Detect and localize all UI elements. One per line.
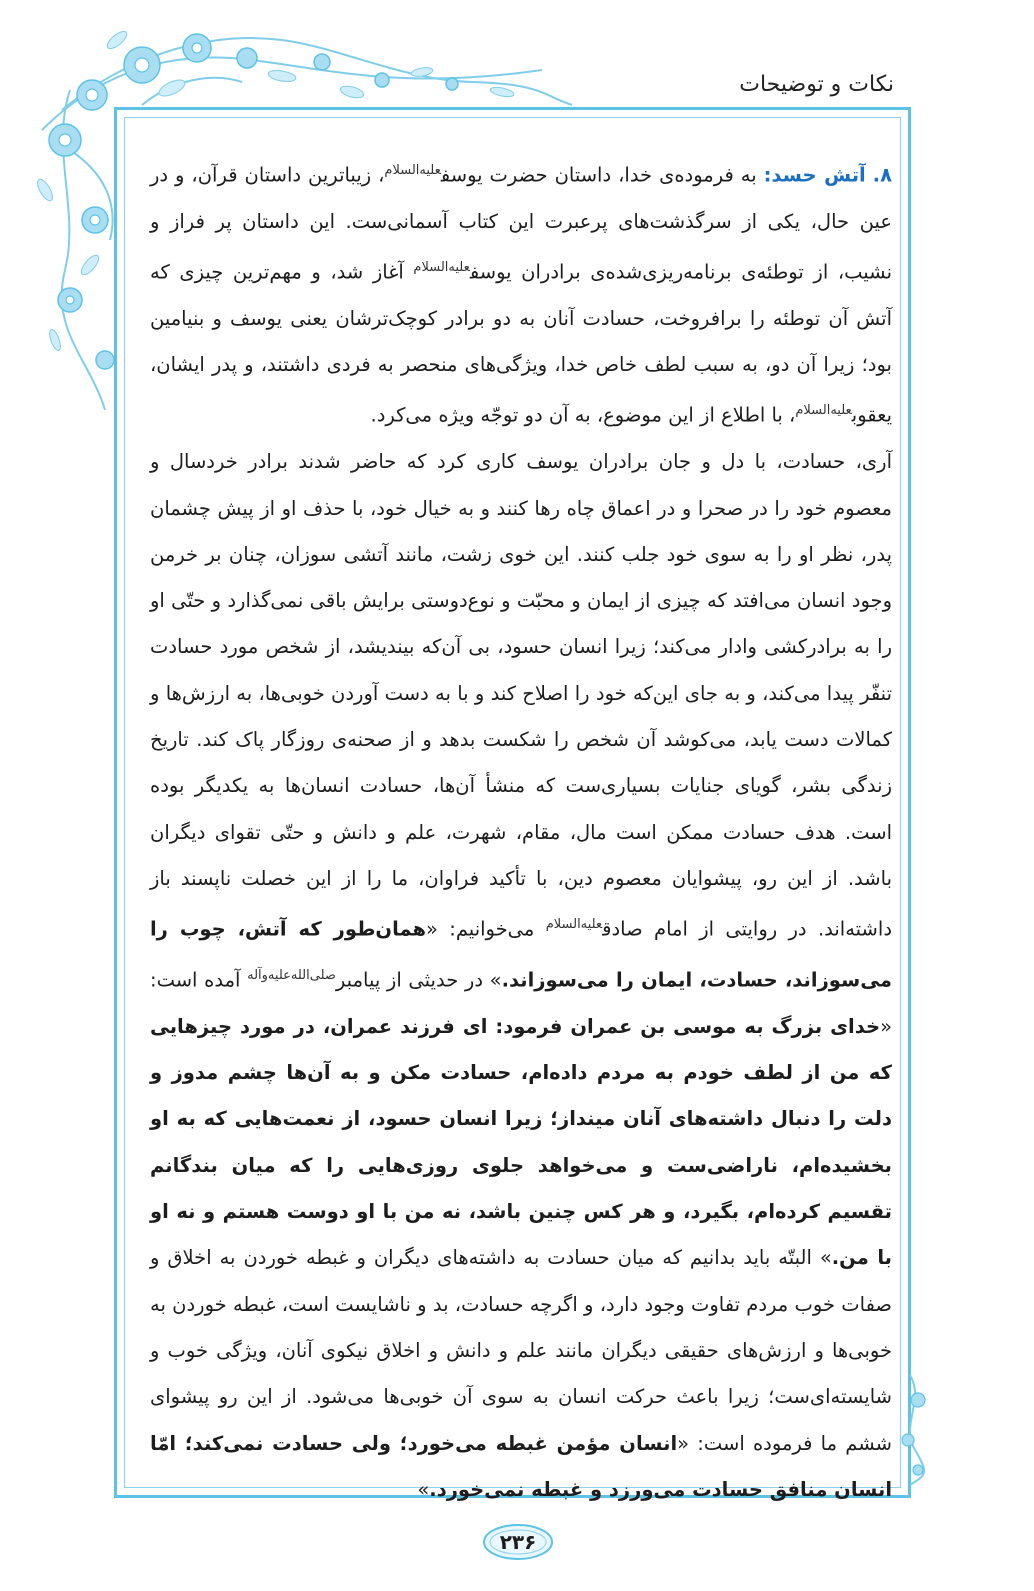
paragraph-text: آمده است: « xyxy=(150,968,892,1038)
honorific-symbol: صلی‌الله‌علیه‌وآله xyxy=(247,968,336,984)
paragraph-text: » در حدیثی از پیامبر xyxy=(335,968,502,992)
hadith-quote: همان‌طور که آتش، چوب را می‌سوزاند، حسادت، ایمان را می‌سوزاند. xyxy=(150,917,892,992)
honorific-symbol: علیه‌السلام xyxy=(795,403,852,419)
paragraph-text: آری، حسادت، با دل و جان برادران یوسف کاری کرد که حاضر شدند برادر خردسال و معصوم خود را در صحرا و در اعماق چاه رها کنند و به خیال خود، با حذف او از پیش چشمان پدر، نظر او را به سوی خود جلب کنند. این خوی زشت، مانند آتشی سوزان، چنان بر خرمن وجود انسان می‌افتد که چیزی از ایمان و محبّت و نوع‌دوستی برایش باقی نمی‌گذارد و حتّی او را به برادرکشی وادار می‌کند؛ زیرا انسان حسود، بی آن‌که بیندیشد، از شخص مورد حسادت تنفّر پیدا می‌کند، و به جای این‌که خود را اصلاح کند و با به دست آوردن خوبی‌ها، به ارزش‌ها و کمالات دست یابد، می‌کوشد آن شخص را شکست بدهد و از صحنه‌ی روزگار پاک کند. تاریخ زندگی بشر، گویای جنایات بسیاری‌ست که منشأ آن‌ها، حسادت انسان‌ها به یکدیگر بوده است. هدف حسادت ممکن است مال، مقام، شهرت، علم و دانش و حتّی تقوای دیگران باشد. از این رو، پیشوایان معصوم دین، با تأکید فراوان، ما را از این خصلت ناپسند باز داشته‌اند. در روایتی از امام صادق xyxy=(150,450,892,941)
honorific-symbol: علیه‌السلام xyxy=(545,917,603,933)
page-number-badge xyxy=(478,1520,558,1564)
paragraph-text: » البتّه باید بدانیم که میان حسادت به داشته‌های دیگران و غبطه خوردن به اخلاق و صفات خوب مردم تفاوت وجود دارد، و اگرچه حسادت، بد و ناشایست است، غبطه خوردن به خوبی‌ها و ارزش‌های حقیقی دیگران مانند علم و دانش و اخلاق نیکوی آنان، ویژگی خوب و شایسته‌ای‌ست؛ زیرا باعث حرکت انسان به سوی آن خوبی‌ها می‌شود. از این رو پیشوای ششم ما فرموده است: « xyxy=(150,1246,892,1455)
paragraph-text: آغاز شد، و مهم‌ترین چیزی که آتش آن توطئه را برافروخت، حسادت آنان به دو برادر کوچک‌ترشان یعنی یوسف و بنیامین بود؛ زیرا آن دو، به سبب لطف خاص خدا، ویژگی‌های منحصر به فردی داشتند، و پدر ایشان، یعقوب xyxy=(150,260,892,427)
paragraph-text: به فرموده‌ی خدا، داستان حضرت یوسف xyxy=(440,163,764,187)
section-number: ۸. xyxy=(872,163,892,187)
main-text xyxy=(150,148,892,1513)
paragraph-text: ، با اطلاع از این موضوع، به آن دو توجّه ویژه می‌کرد. xyxy=(370,403,796,427)
paragraph-text: » xyxy=(417,1477,430,1501)
honorific-symbol: علیه‌السلام xyxy=(384,163,441,178)
hadith-quote: انسان مؤمن غبطه می‌خورد؛ ولی حسادت نمی‌کند؛ امّا انسان منافق حسادت می‌ورزد و غبطه نمی‌خورد. xyxy=(150,1431,892,1501)
page-header-title: نکات و توضیحات xyxy=(739,72,894,97)
floral-ornament-side xyxy=(10,90,150,420)
section-title: آتش حسد: xyxy=(763,163,866,187)
honorific-symbol: علیه‌السلام xyxy=(413,260,470,276)
floral-ornament-bottom-right xyxy=(890,1370,940,1490)
paragraph-1 xyxy=(150,148,892,439)
paragraph-2 xyxy=(150,439,892,1513)
paragraph-text: ، زیباترین داستان قرآن، و در عین حال، یکی از سرگذشت‌های پرعبرت این کتاب آسمانی‌ست. این داستان پر فراز و نشیب، از توطئه‌ی برنامه‌ریزی‌شده‌ی برادران یوسف xyxy=(150,163,892,284)
page-number: ۲۳۶ xyxy=(499,1530,537,1554)
hadith-quote: خدای بزرگ به موسی بن عمران فرمود: ای فرزند عمران، در مورد چیزهایی که من از لطف خودم به مردم داده‌ام، حسادت مکن و به آن‌ها چشم مدوز و دلت را دنبال داشته‌های آنان مینداز؛ زیرا انسان حسود، از نعمت‌هایی که به او بخشیده‌ام، ناراضی‌ست و می‌خواهد جلوی روزی‌هایی را که میان بندگانم تقسیم کرده‌ام، بگیرد، و هر کس چنین باشد، نه من با او دوست هستم و نه او با من. xyxy=(150,1014,892,1270)
paragraph-text: می‌خوانیم: « xyxy=(426,917,546,941)
